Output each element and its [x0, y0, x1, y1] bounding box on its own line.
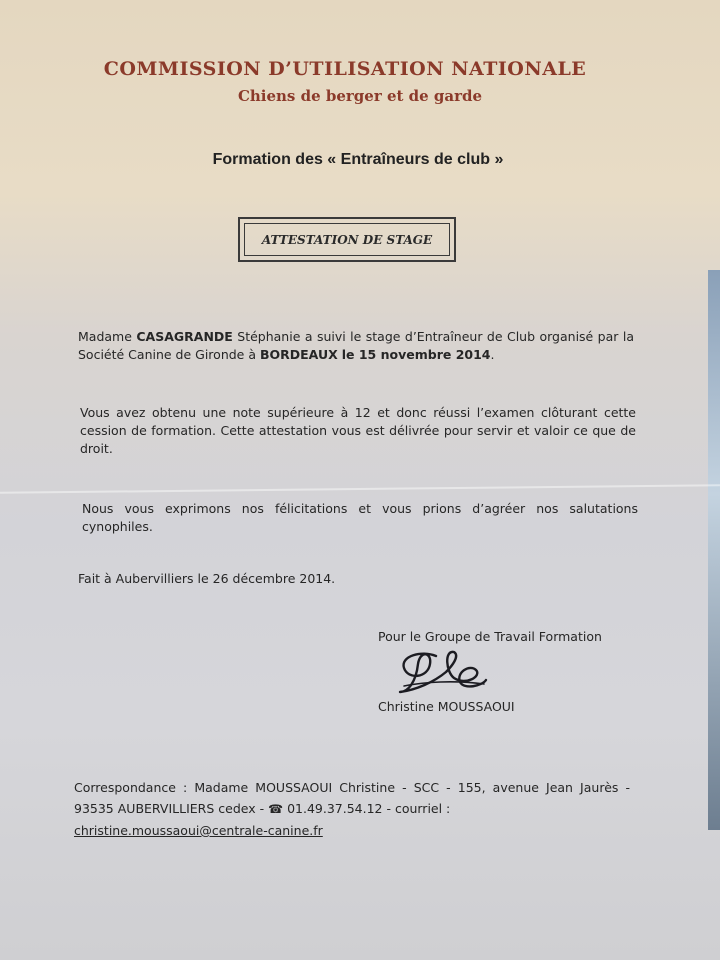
paragraph-result: Vous avez obtenu une note supérieure à 12 et donc réussi l’examen clôturant cette cession de formation. Cette attestation vous est délivrée pour servir et valoir ce que de droit. [80, 405, 636, 456]
attestation-label: ATTESTATION DE STAGE [244, 223, 450, 256]
course-date: le 15 novembre 2014 [341, 347, 491, 362]
email-link[interactable]: christine.moussaoui@centrale-canine.fr [74, 823, 323, 838]
paragraph-trainee [78, 328, 634, 364]
organization-title: COMMISSION D’UTILISATION NATIONALE [103, 58, 587, 80]
trainee-surname: CASAGRANDE [136, 329, 233, 344]
telephone-icon: ☎ [268, 802, 284, 816]
signatory-name: Christine MOUSSAOUI [378, 699, 515, 714]
correspondence-footer [74, 777, 630, 841]
paragraph-congratulations: Nous vous exprimons nos félicitations et vous prions d’agréer nos salutations cynophiles. [82, 501, 638, 534]
footer-address: Correspondance : Madame MOUSSAOUI Christine - SCC - 155, avenue Jean Jaurès - 93535 AUBERVILLIERS cedex - [74, 780, 630, 816]
signature-intro: Pour le Groupe de Travail Formation [378, 629, 602, 644]
issue-date-line: Fait à Aubervilliers le 26 décembre 2014. [78, 571, 336, 586]
footer-phone: 01.49.37.54.12 - courriel : [287, 801, 451, 816]
course-title: Formation des « Entraîneurs de club » [212, 151, 504, 168]
p1-text-d: . [490, 347, 495, 362]
p1-text-a: Madame [78, 329, 137, 344]
attestation-box [238, 217, 456, 262]
course-city: BORDEAUX [259, 347, 338, 362]
handwritten-signature [394, 642, 494, 697]
organization-subtitle: Chiens de berger et de garde [237, 87, 483, 105]
p1-text-b: Stéphanie a suivi le stage d’Entraîneur de Club organisé par la Société Canine de Gironde à [78, 329, 634, 362]
